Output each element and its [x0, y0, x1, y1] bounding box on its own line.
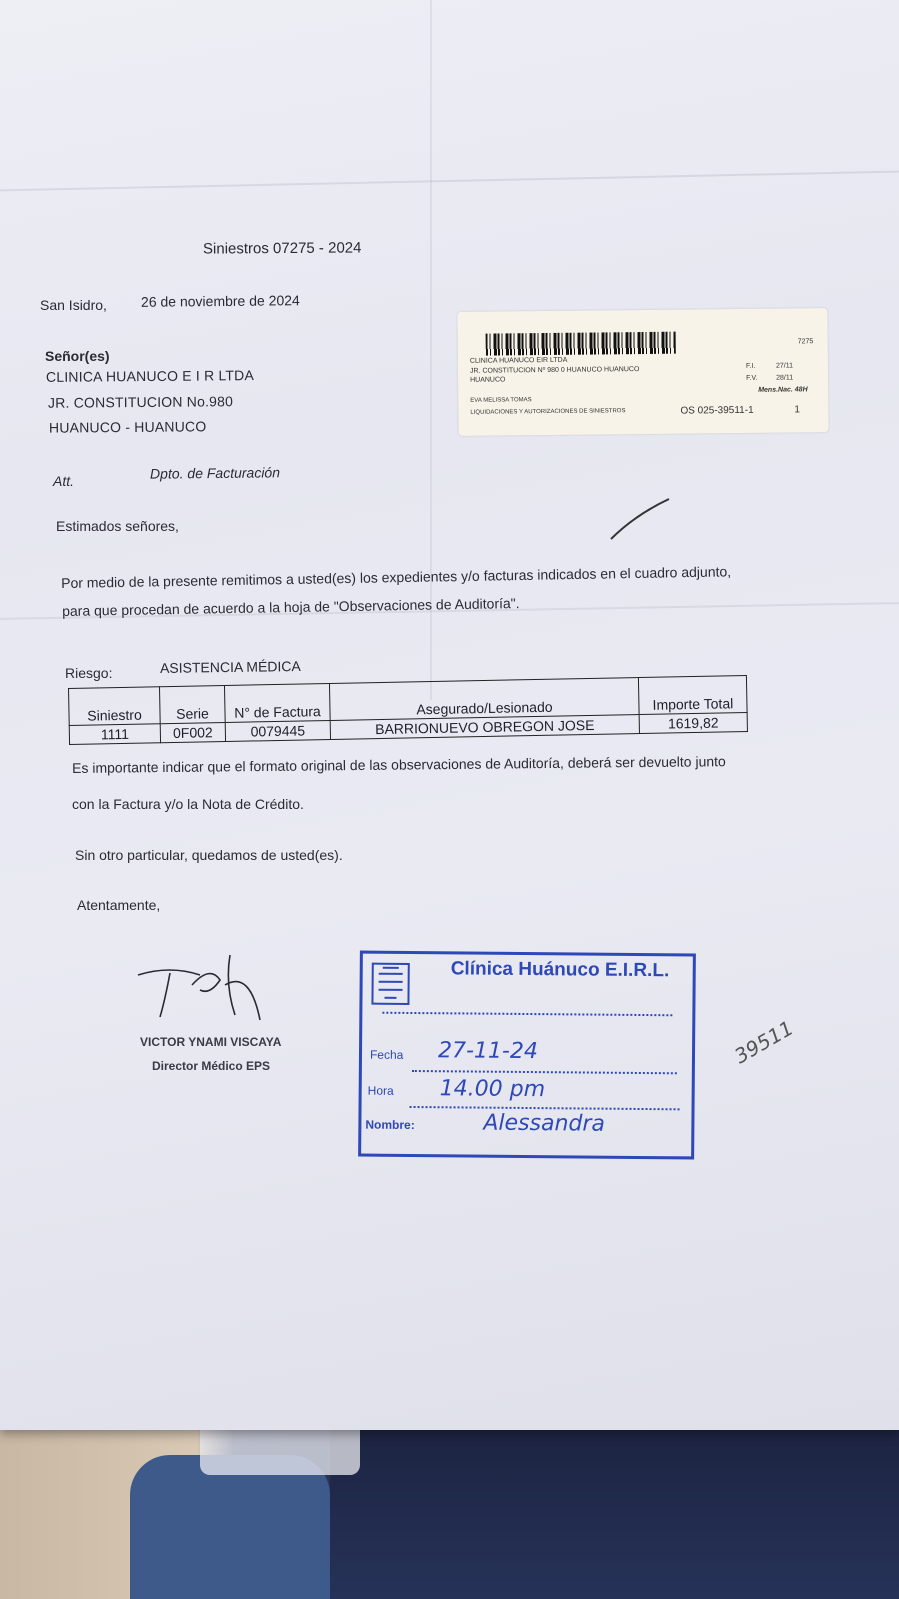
header-factura: N° de Factura [224, 683, 330, 722]
note-line-1: Es importante indicar que el formato original de las observaciones de Auditoría, deberá ser devuelto junto [72, 753, 726, 776]
letter-date: 26 de noviembre de 2024 [140, 292, 300, 310]
attention-value: Dpto. de Facturación [149, 464, 281, 482]
background-jeans [130, 1455, 330, 1599]
label-copies: 1 [794, 404, 801, 416]
header-importe: Importe Total [638, 675, 747, 714]
cell-asegurado: BARRIONUEVO OBREGON JOSE [330, 715, 639, 740]
addressee-city: HUANUCO - HUANUCO [48, 418, 207, 436]
stamp-hora-value: 14.00 pm [439, 1076, 546, 1103]
stamp-dotted-line [410, 1106, 680, 1110]
header-serie: Serie [159, 685, 225, 723]
label-fi-value: 27/11 [775, 362, 793, 370]
stamp-nombre-value: Alessandra [483, 1110, 606, 1137]
margin-note: 39511 [730, 1015, 798, 1069]
attention-label: Att. [53, 473, 75, 489]
label-os-number: OS 025-39511-1 [680, 404, 754, 417]
label-address-1: JR. CONSTITUCION Nº 980 0 HUANUCO HUANUCO [469, 366, 640, 375]
label-clinic: CLINICA HUANUCO EIR LTDA [469, 356, 568, 365]
background-floor [0, 1415, 899, 1599]
body-line-1: Por medio de la presente remitimos a usted(es) los expedientes y/o facturas indicados en el cuadro adjunto, [61, 563, 732, 591]
label-mens: Mens.Nac. 48H [758, 386, 808, 394]
risk-value: ASISTENCIA MÉDICA [159, 658, 301, 676]
check-mark [605, 495, 675, 545]
label-person: EVA MELISSA TOMAS [470, 397, 532, 404]
document-heading: Siniestros 07275 - 2024 [202, 239, 362, 258]
body-line-2: para que procedan de acuerdo a la hoja de "Observaciones de Auditoría". [62, 595, 520, 619]
stamp-dotted-line [412, 1070, 677, 1074]
stamp-blurred-line [382, 1012, 672, 1017]
signature [130, 945, 280, 1025]
claims-table [68, 675, 748, 745]
cell-siniestro: 1111 [69, 724, 160, 745]
signer-title: Director Médico EPS [152, 1059, 271, 1073]
closing-line: Sin otro particular, quedamos de usted(es). [75, 847, 343, 863]
label-corner-number: 7275 [797, 338, 814, 346]
greeting: Estimados señores, [56, 518, 179, 534]
place: San Isidro, [40, 297, 107, 313]
paper-crease [0, 171, 899, 192]
closing-regards: Atentamente, [77, 897, 161, 913]
paper-crease [430, 0, 432, 700]
stamp-title: Clínica Huánuco E.I.R.L. [450, 958, 670, 982]
clinic-seal-icon [370, 962, 410, 1006]
label-fi: F.I. [745, 362, 756, 370]
cell-factura: 0079445 [225, 720, 330, 741]
barcode [486, 332, 676, 356]
risk-label: Riesgo: [65, 665, 113, 681]
label-fv-value: 28/11 [776, 374, 794, 382]
stamp-nombre-label: Nombre: [365, 1117, 415, 1133]
note-line-2: con la Factura y/o la Nota de Crédito. [72, 796, 304, 812]
tracking-label [457, 308, 828, 436]
signer-name: VICTOR YNAMI VISCAYA [140, 1035, 282, 1049]
label-address-2: HUANUCO [470, 376, 506, 384]
cell-importe: 1619,82 [639, 712, 747, 733]
addressee-street: JR. CONSTITUCION No.980 [47, 393, 234, 411]
header-siniestro: Siniestro [69, 687, 161, 726]
label-dept: LIQUIDACIONES Y AUTORIZACIONES DE SINIESTROS [470, 408, 626, 416]
stamp-fecha-value: 27-11-24 [437, 1038, 538, 1065]
header-asegurado: Asegurado/Lesionado [329, 678, 639, 721]
addressee-name: CLINICA HUANUCO E I R LTDA [45, 367, 255, 385]
reception-stamp [358, 951, 696, 1160]
background-fabric [330, 1415, 899, 1599]
stamp-fecha-label: Fecha [369, 1047, 404, 1062]
label-fv: F.V. [746, 374, 758, 382]
salutation: Señor(es) [45, 348, 110, 364]
cell-serie: 0F002 [160, 722, 225, 742]
stamp-hora-label: Hora [367, 1083, 394, 1098]
